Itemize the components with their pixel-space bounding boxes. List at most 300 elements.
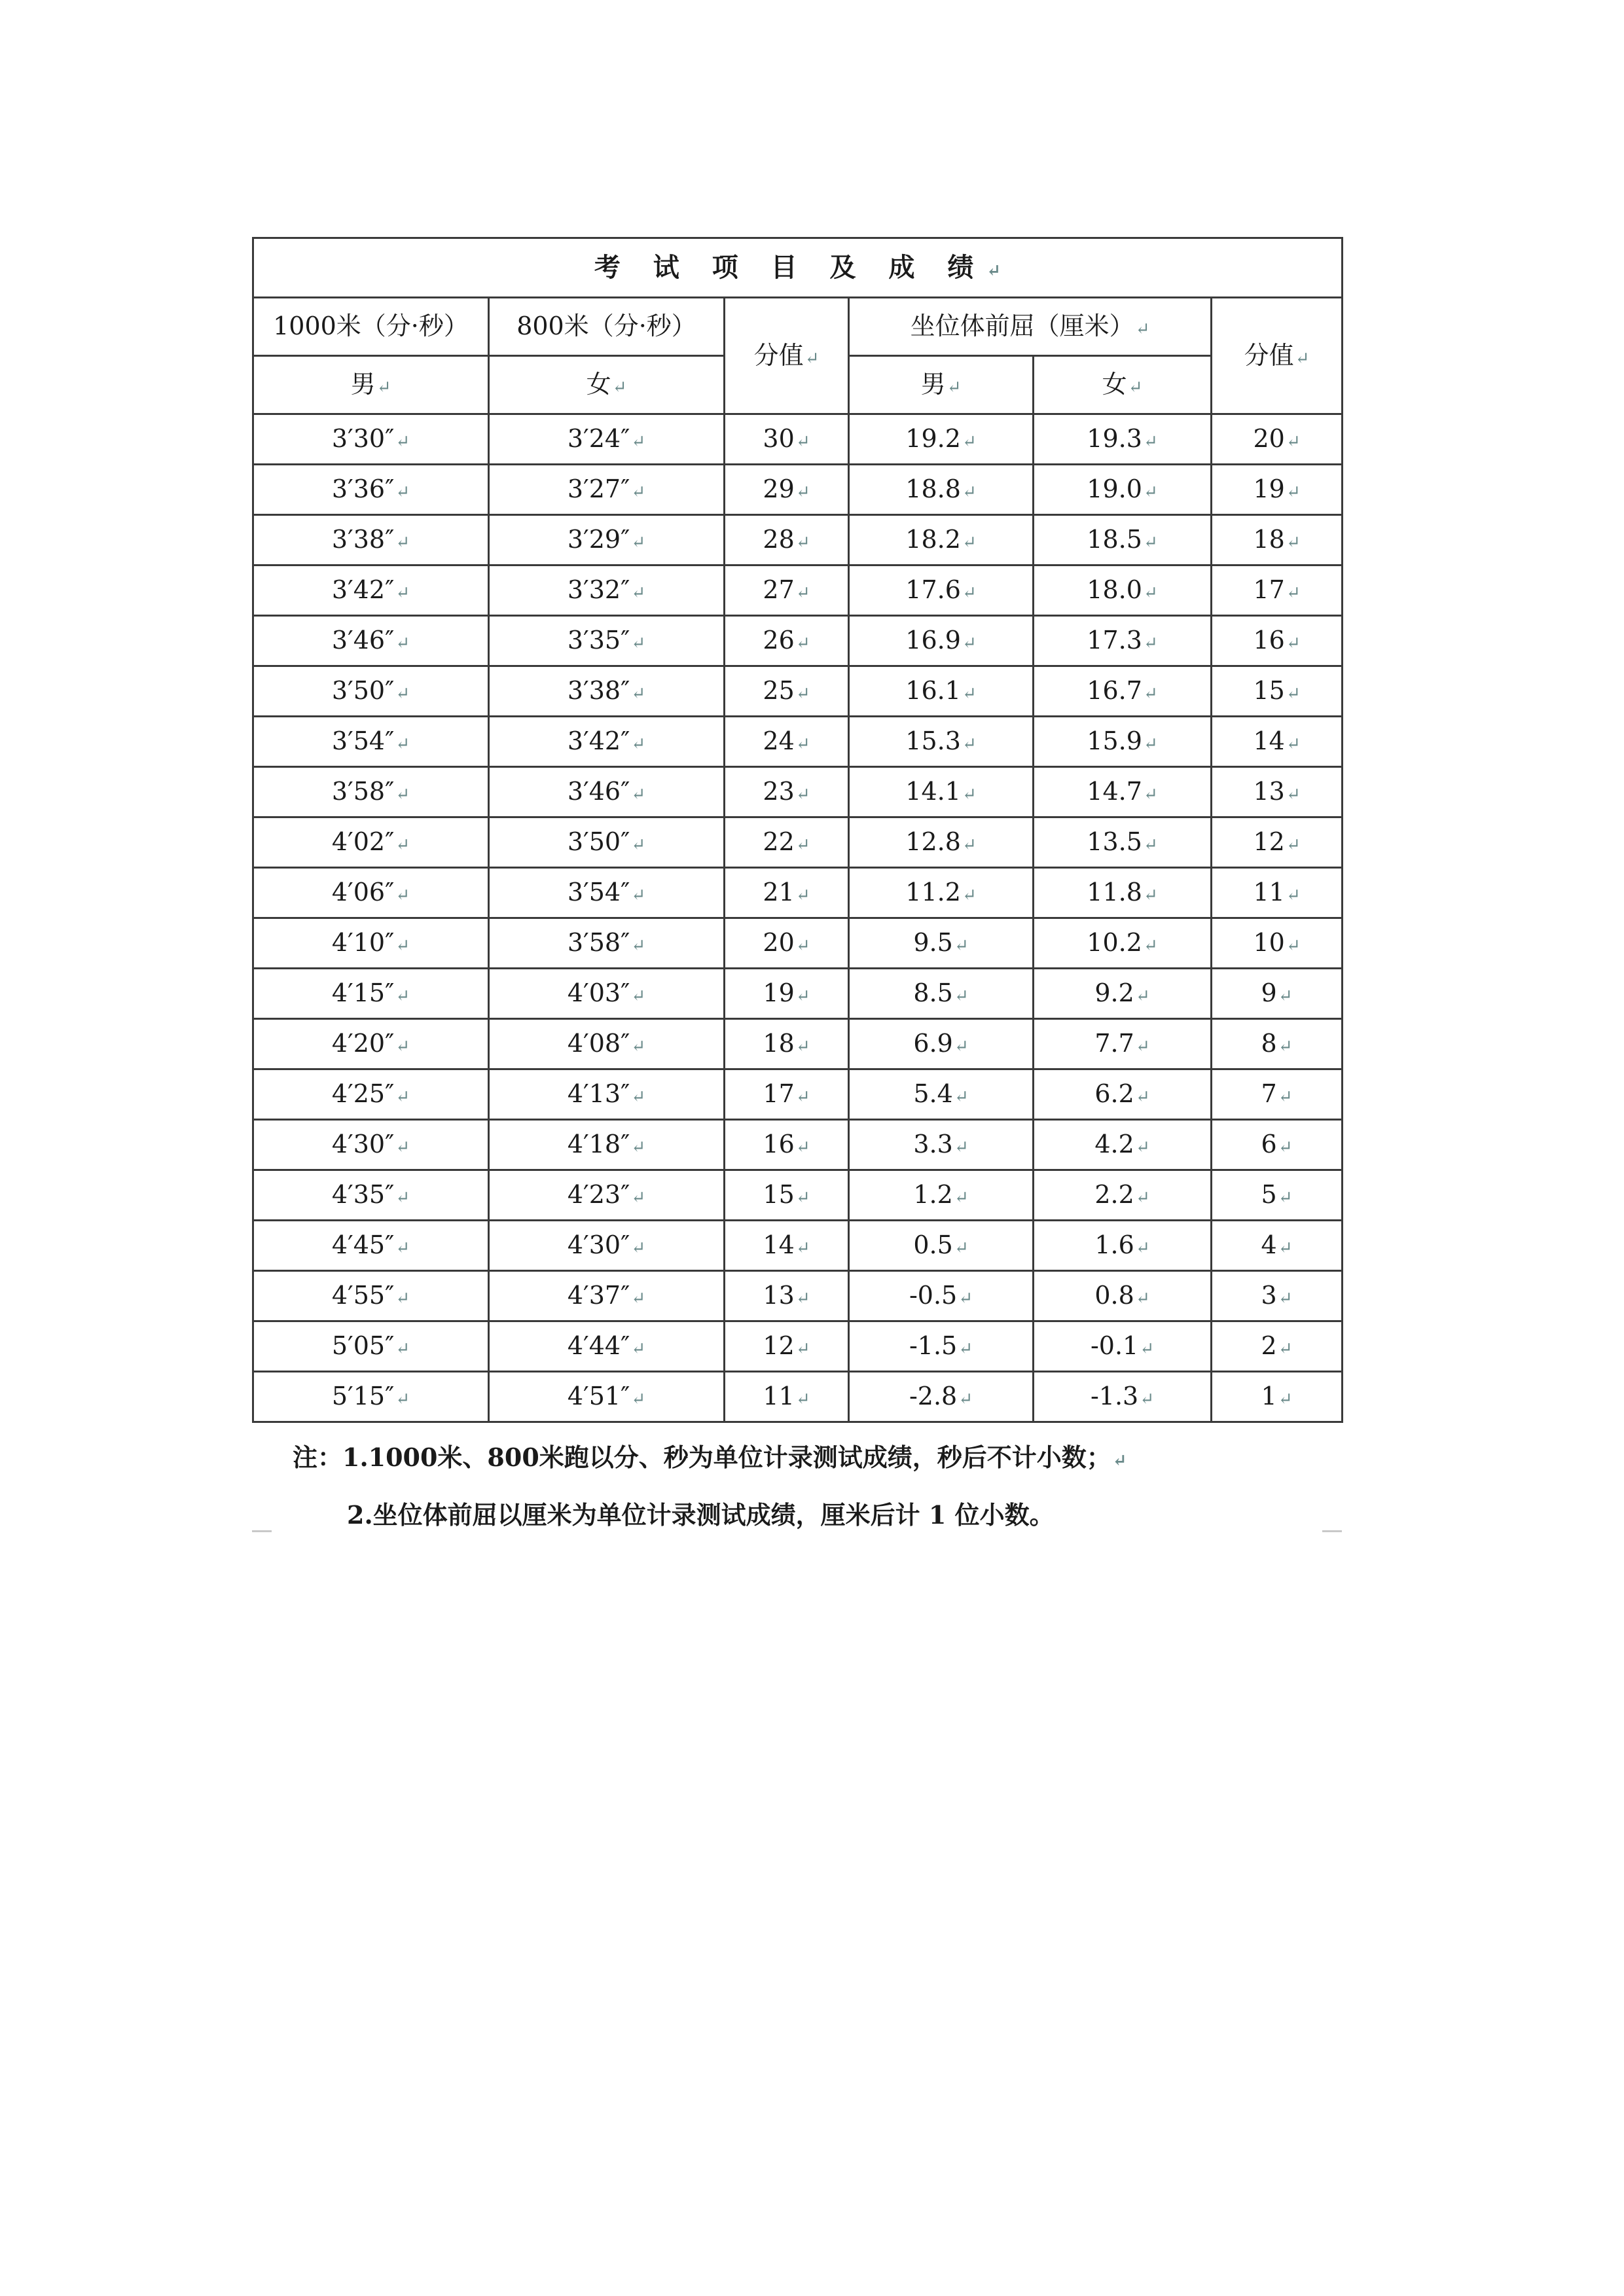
cell-1000m-male (253, 1120, 489, 1170)
cell-sit-reach-female-value: 10.2 (1087, 928, 1142, 958)
cell-score-a (725, 767, 849, 817)
paragraph-mark-icon: ↵ (631, 482, 646, 503)
cell-sit-reach-female-value: 6.2 (1094, 1079, 1134, 1109)
paragraph-mark-icon: ↵ (1135, 1188, 1150, 1208)
cell-score-a-value: 11 (763, 1382, 795, 1411)
table-row (253, 868, 1343, 918)
cell-score-a-value: 26 (763, 626, 795, 655)
cell-score-a-value: 17 (763, 1079, 795, 1109)
cell-1000m-male-value: 4′55″ (331, 1281, 395, 1310)
cell-sit-reach-female-value: -1.3 (1090, 1382, 1139, 1411)
cell-score-b-value: 13 (1253, 777, 1285, 806)
paragraph-mark-icon: ↵ (804, 348, 820, 368)
cell-1000m-male-value: 3′54″ (331, 726, 395, 756)
cell-score-b-value: 11 (1253, 878, 1285, 907)
cell-800m-female (489, 465, 725, 515)
cell-800m-female-value: 4′08″ (567, 1029, 630, 1058)
paragraph-mark-icon: ↵ (795, 1238, 810, 1259)
paragraph-mark-icon: ↵ (1112, 1451, 1127, 1471)
cell-sit-reach-female (1034, 1321, 1212, 1372)
cell-sit-reach-male (849, 1120, 1034, 1170)
cell-score-b-value: 20 (1253, 424, 1285, 454)
cell-score-a-value: 13 (763, 1281, 795, 1310)
table-row (253, 1120, 1343, 1170)
paragraph-mark-icon: ↵ (1286, 734, 1301, 755)
header-male-sit-reach: 男↵ (849, 356, 1034, 414)
paragraph-mark-icon: ↵ (395, 936, 410, 956)
cell-sit-reach-female (1034, 1271, 1212, 1321)
table-title-cell (253, 238, 1343, 298)
paragraph-mark-icon: ↵ (395, 986, 410, 1007)
cell-sit-reach-male (849, 666, 1034, 717)
cell-score-a (725, 1221, 849, 1271)
cell-sit-reach-female-value: 2.2 (1094, 1180, 1134, 1210)
cell-sit-reach-male (849, 1221, 1034, 1271)
cell-sit-reach-male-value: -1.5 (909, 1331, 958, 1361)
paragraph-mark-icon: ↵ (1286, 432, 1301, 452)
cell-1000m-male-value: 3′42″ (331, 575, 395, 605)
cell-sit-reach-female (1034, 817, 1212, 868)
cell-score-b (1212, 515, 1343, 565)
cell-800m-female (489, 565, 725, 616)
paragraph-mark-icon: ↵ (1143, 886, 1158, 906)
cell-sit-reach-male-value: 8.5 (913, 978, 953, 1008)
note-2: 2.坐位体前屈以厘米为单位计录测试成绩，厘米后计 1 位小数。 (347, 1500, 1055, 1530)
cell-score-a-value: 18 (763, 1029, 795, 1058)
cell-score-b-value: 12 (1253, 827, 1285, 857)
cell-score-a (725, 1019, 849, 1069)
paragraph-mark-icon: ↵ (1143, 936, 1158, 956)
cell-sit-reach-female (1034, 1170, 1212, 1221)
cell-score-b-value: 4 (1261, 1230, 1277, 1260)
cell-800m-female-value: 3′32″ (567, 575, 630, 605)
cell-sit-reach-male-value: 9.5 (913, 928, 953, 958)
cell-800m-female-value: 3′46″ (567, 777, 630, 806)
paragraph-mark-icon: ↵ (795, 886, 810, 906)
cell-score-b-value: 9 (1261, 978, 1277, 1008)
cell-score-a (725, 515, 849, 565)
cell-800m-female (489, 1170, 725, 1221)
header-female-sit-reach: 女↵ (1034, 356, 1212, 414)
cell-sit-reach-male (849, 565, 1034, 616)
cell-sit-reach-female-value: 19.0 (1087, 475, 1142, 504)
paragraph-mark-icon: ↵ (1143, 785, 1158, 805)
cell-sit-reach-male-value: 12.8 (905, 827, 961, 857)
cell-sit-reach-female (1034, 414, 1212, 465)
cell-score-b-value: 7 (1261, 1079, 1277, 1109)
table-title: 考 试 项 目 及 成 绩 (594, 252, 986, 283)
cell-sit-reach-female (1034, 465, 1212, 515)
cell-1000m-male-value: 4′15″ (331, 978, 395, 1008)
paragraph-mark-icon: ↵ (395, 785, 410, 805)
paragraph-mark-icon: ↵ (1286, 886, 1301, 906)
cell-score-a-value: 27 (763, 575, 795, 605)
paragraph-mark-icon: ↵ (795, 533, 810, 553)
cell-800m-female-value: 3′58″ (567, 928, 630, 958)
cell-1000m-male (253, 414, 489, 465)
paragraph-mark-icon: ↵ (395, 835, 410, 855)
cell-sit-reach-male (849, 1372, 1034, 1422)
paragraph-mark-icon: ↵ (395, 583, 410, 603)
table-row (253, 1321, 1343, 1372)
cell-score-b (1212, 616, 1343, 666)
cell-score-b (1212, 767, 1343, 817)
paragraph-mark-icon: ↵ (962, 886, 977, 906)
cell-sit-reach-male (849, 767, 1034, 817)
cell-1000m-male-value: 4′35″ (331, 1180, 395, 1210)
paragraph-mark-icon: ↵ (1286, 684, 1301, 704)
cell-score-b (1212, 1120, 1343, 1170)
cell-800m-female-value: 3′42″ (567, 726, 630, 756)
cell-score-b (1212, 1271, 1343, 1321)
paragraph-mark-icon: ↵ (395, 734, 410, 755)
cell-score-b-value: 6 (1261, 1130, 1277, 1159)
cell-sit-reach-male (849, 969, 1034, 1019)
cell-score-a-value: 23 (763, 777, 795, 806)
cell-sit-reach-male (849, 515, 1034, 565)
cell-score-a-value: 28 (763, 525, 795, 554)
cell-sit-reach-male-value: 19.2 (905, 424, 961, 454)
cell-1000m-male (253, 817, 489, 868)
cell-score-b (1212, 817, 1343, 868)
cell-score-a-value: 19 (763, 978, 795, 1008)
paragraph-mark-icon: ↵ (1278, 1188, 1293, 1208)
paragraph-mark-icon: ↵ (1140, 1390, 1155, 1410)
paragraph-mark-icon: ↵ (986, 261, 1001, 281)
paragraph-mark-icon: ↵ (962, 432, 977, 452)
paragraph-mark-icon: ↵ (1143, 835, 1158, 855)
cell-score-a (725, 1321, 849, 1372)
paragraph-mark-icon: ↵ (1143, 432, 1158, 452)
cell-score-a (725, 868, 849, 918)
cell-1000m-male (253, 1069, 489, 1120)
table-row (253, 1221, 1343, 1271)
cell-sit-reach-male (849, 717, 1034, 767)
paragraph-mark-icon: ↵ (395, 1087, 410, 1107)
cell-1000m-male-value: 3′30″ (331, 424, 395, 454)
cell-1000m-male-value: 4′25″ (331, 1079, 395, 1109)
cell-sit-reach-female (1034, 1221, 1212, 1271)
cell-sit-reach-male-value: 18.2 (905, 525, 961, 554)
cell-1000m-male (253, 1170, 489, 1221)
cell-800m-female-value: 3′38″ (567, 676, 630, 706)
paragraph-mark-icon: ↵ (631, 986, 646, 1007)
paragraph-mark-icon: ↵ (795, 1138, 810, 1158)
paragraph-mark-icon: ↵ (1286, 785, 1301, 805)
cell-800m-female-value: 3′24″ (567, 424, 630, 454)
paragraph-mark-icon: ↵ (962, 835, 977, 855)
header-score-a: 分值↵ (725, 298, 849, 414)
table-row (253, 414, 1343, 465)
cell-sit-reach-female (1034, 717, 1212, 767)
cell-1000m-male-value: 4′30″ (331, 1130, 395, 1159)
paragraph-mark-icon: ↵ (1286, 634, 1301, 654)
cell-1000m-male-value: 3′58″ (331, 777, 395, 806)
cell-score-a (725, 414, 849, 465)
paragraph-mark-icon: ↵ (631, 886, 646, 906)
cell-score-b-value: 17 (1253, 575, 1285, 605)
paragraph-mark-icon: ↵ (1278, 1238, 1293, 1259)
cell-sit-reach-female (1034, 1372, 1212, 1422)
cell-sit-reach-female-value: 11.8 (1087, 878, 1142, 907)
cell-sit-reach-male (849, 1170, 1034, 1221)
cell-sit-reach-male (849, 918, 1034, 969)
paragraph-mark-icon: ↵ (395, 482, 410, 503)
cell-sit-reach-female-value: 1.6 (1094, 1230, 1134, 1260)
cell-800m-female (489, 1271, 725, 1321)
cell-1000m-male (253, 717, 489, 767)
cell-1000m-male-value: 4′10″ (331, 928, 395, 958)
cell-1000m-male-value: 3′36″ (331, 475, 395, 504)
cell-sit-reach-male-value: 5.4 (913, 1079, 953, 1109)
paragraph-mark-icon: ↵ (631, 936, 646, 956)
cell-sit-reach-male (849, 1321, 1034, 1372)
cell-1000m-male (253, 1019, 489, 1069)
score-table (252, 237, 1343, 1423)
paragraph-mark-icon: ↵ (395, 533, 410, 553)
paragraph-mark-icon: ↵ (1278, 986, 1293, 1007)
paragraph-mark-icon: ↵ (795, 1037, 810, 1057)
cell-score-b (1212, 1372, 1343, 1422)
paragraph-mark-icon: ↵ (1143, 684, 1158, 704)
paragraph-mark-icon: ↵ (1143, 583, 1158, 603)
cell-score-b (1212, 918, 1343, 969)
paragraph-mark-icon: ↵ (795, 1188, 810, 1208)
cell-score-a (725, 565, 849, 616)
table-title-row (253, 238, 1343, 298)
cell-sit-reach-male-value: 17.6 (905, 575, 961, 605)
table-row (253, 1019, 1343, 1069)
paragraph-mark-icon: ↵ (395, 684, 410, 704)
table-row (253, 1170, 1343, 1221)
cell-800m-female (489, 1019, 725, 1069)
table-row (253, 666, 1343, 717)
paragraph-mark-icon: ↵ (1135, 1037, 1150, 1057)
paragraph-mark-icon: ↵ (795, 482, 810, 503)
cell-score-a-value: 30 (763, 424, 795, 454)
paragraph-mark-icon: ↵ (1295, 348, 1310, 368)
cell-sit-reach-female (1034, 515, 1212, 565)
paragraph-mark-icon: ↵ (1278, 1037, 1293, 1057)
paragraph-mark-icon: ↵ (958, 1339, 973, 1359)
paragraph-mark-icon: ↵ (1135, 986, 1150, 1007)
cell-score-a (725, 1372, 849, 1422)
cell-1000m-male-value: 3′50″ (331, 676, 395, 706)
paragraph-mark-icon: ↵ (395, 432, 410, 452)
table-row (253, 817, 1343, 868)
paragraph-mark-icon: ↵ (1286, 936, 1301, 956)
cell-score-a (725, 666, 849, 717)
paragraph-mark-icon: ↵ (376, 378, 391, 398)
cell-sit-reach-male-value: 16.1 (905, 676, 961, 706)
table-row (253, 1069, 1343, 1120)
paragraph-mark-icon: ↵ (395, 1339, 410, 1359)
cell-score-b (1212, 969, 1343, 1019)
cell-score-a-value: 24 (763, 726, 795, 756)
cell-sit-reach-female (1034, 1019, 1212, 1069)
cell-score-a (725, 1170, 849, 1221)
cell-1000m-male (253, 1372, 489, 1422)
cell-800m-female (489, 1221, 725, 1271)
cell-score-b-value: 14 (1253, 726, 1285, 756)
cell-score-b (1212, 717, 1343, 767)
paragraph-mark-icon: ↵ (962, 634, 977, 654)
paragraph-mark-icon: ↵ (631, 533, 646, 553)
cell-800m-female (489, 666, 725, 717)
cell-800m-female (489, 1372, 725, 1422)
header-800m: 800米（分·秒） (489, 298, 725, 356)
cell-sit-reach-male (849, 817, 1034, 868)
table-row (253, 1372, 1343, 1422)
paragraph-mark-icon: ↵ (795, 1339, 810, 1359)
cell-sit-reach-male-value: 3.3 (913, 1130, 953, 1159)
paragraph-mark-icon: ↵ (631, 835, 646, 855)
cell-sit-reach-female-value: 17.3 (1087, 626, 1142, 655)
paragraph-mark-icon: ↵ (962, 785, 977, 805)
paragraph-mark-icon: ↵ (795, 986, 810, 1007)
cell-1000m-male-value: 5′15″ (331, 1382, 395, 1411)
cell-1000m-male (253, 868, 489, 918)
cell-sit-reach-male (849, 1069, 1034, 1120)
header-female-800m: 女↵ (489, 356, 725, 414)
paragraph-mark-icon: ↵ (1286, 533, 1301, 553)
cell-sit-reach-male-value: 18.8 (905, 475, 961, 504)
cell-800m-female (489, 1120, 725, 1170)
paragraph-mark-icon: ↵ (795, 583, 810, 603)
cell-sit-reach-male (849, 1271, 1034, 1321)
cell-800m-female (489, 717, 725, 767)
cell-score-b (1212, 1170, 1343, 1221)
cell-sit-reach-female-value: 18.0 (1087, 575, 1142, 605)
table-header-row-1 (253, 298, 1343, 356)
cell-sit-reach-female (1034, 918, 1212, 969)
paragraph-mark-icon: ↵ (631, 583, 646, 603)
cell-score-b (1212, 1019, 1343, 1069)
paragraph-mark-icon: ↵ (1286, 482, 1301, 503)
cell-sit-reach-female-value: 18.5 (1087, 525, 1142, 554)
cell-score-b (1212, 1221, 1343, 1271)
paragraph-mark-icon: ↵ (395, 1390, 410, 1410)
cell-score-b-value: 5 (1261, 1180, 1277, 1210)
paragraph-mark-icon: ↵ (395, 634, 410, 654)
cell-1000m-male (253, 565, 489, 616)
paragraph-mark-icon: ↵ (395, 1238, 410, 1259)
paragraph-mark-icon: ↵ (395, 1289, 410, 1309)
cell-sit-reach-female-value: 0.8 (1094, 1281, 1134, 1310)
header-sit-reach: 坐位体前屈（厘米）↵ (849, 298, 1212, 356)
cell-sit-reach-female (1034, 767, 1212, 817)
paragraph-mark-icon: ↵ (631, 1339, 646, 1359)
paragraph-mark-icon: ↵ (631, 1289, 646, 1309)
paragraph-mark-icon: ↵ (962, 583, 977, 603)
paragraph-mark-icon: ↵ (395, 886, 410, 906)
cell-800m-female-value: 3′27″ (567, 475, 630, 504)
paragraph-mark-icon: ↵ (631, 785, 646, 805)
cell-800m-female (489, 1069, 725, 1120)
cell-800m-female (489, 969, 725, 1019)
cell-sit-reach-male-value: 16.9 (905, 626, 961, 655)
paragraph-mark-icon: ↵ (631, 1390, 646, 1410)
cell-1000m-male-value: 4′45″ (331, 1230, 395, 1260)
header-1000m: 1000米（分·秒） (253, 298, 489, 356)
paragraph-mark-icon: ↵ (631, 432, 646, 452)
cell-sit-reach-female (1034, 969, 1212, 1019)
cell-sit-reach-female-value: 13.5 (1087, 827, 1142, 857)
cell-800m-female-value: 4′44″ (567, 1331, 630, 1361)
cell-sit-reach-female-value: 7.7 (1094, 1029, 1134, 1058)
cell-1000m-male-value: 5′05″ (331, 1331, 395, 1361)
header-male-1000m: 男↵ (253, 356, 489, 414)
cell-800m-female-value: 4′03″ (567, 978, 630, 1008)
cell-1000m-male (253, 969, 489, 1019)
cell-score-b-value: 3 (1261, 1281, 1277, 1310)
cell-1000m-male-value: 4′02″ (331, 827, 395, 857)
cell-score-a-value: 22 (763, 827, 795, 857)
cell-score-b (1212, 1321, 1343, 1372)
paragraph-mark-icon: ↵ (612, 378, 627, 398)
paragraph-mark-icon: ↵ (954, 1138, 969, 1158)
cell-score-a (725, 1271, 849, 1321)
cell-800m-female-value: 4′23″ (567, 1180, 630, 1210)
cell-score-a-value: 16 (763, 1130, 795, 1159)
table-row (253, 969, 1343, 1019)
paragraph-mark-icon: ↵ (1135, 1138, 1150, 1158)
table-row (253, 465, 1343, 515)
paragraph-mark-icon: ↵ (954, 1238, 969, 1259)
paragraph-mark-icon: ↵ (631, 1087, 646, 1107)
cell-score-b-value: 18 (1253, 525, 1285, 554)
cell-score-b-value: 16 (1253, 626, 1285, 655)
cell-1000m-male-value: 3′46″ (331, 626, 395, 655)
paragraph-mark-icon: ↵ (1140, 1339, 1155, 1359)
paragraph-mark-icon: ↵ (954, 1188, 969, 1208)
cell-800m-female (489, 868, 725, 918)
cell-score-a (725, 969, 849, 1019)
cell-1000m-male (253, 465, 489, 515)
cell-sit-reach-female-value: 4.2 (1094, 1130, 1134, 1159)
cell-800m-female (489, 515, 725, 565)
cell-score-b-value: 19 (1253, 475, 1285, 504)
cell-1000m-male (253, 767, 489, 817)
cell-score-a-value: 20 (763, 928, 795, 958)
cell-800m-female-value: 4′13″ (567, 1079, 630, 1109)
paragraph-mark-icon: ↵ (962, 533, 977, 553)
cell-sit-reach-male-value: 11.2 (905, 878, 961, 907)
paragraph-mark-icon: ↵ (631, 1138, 646, 1158)
paragraph-mark-icon: ↵ (631, 1188, 646, 1208)
table-row (253, 515, 1343, 565)
cell-sit-reach-female (1034, 666, 1212, 717)
cell-800m-female-value: 3′29″ (567, 525, 630, 554)
cell-score-a (725, 465, 849, 515)
cell-sit-reach-male-value: -0.5 (909, 1281, 958, 1310)
cell-score-b-value: 8 (1261, 1029, 1277, 1058)
cell-800m-female (489, 1321, 725, 1372)
cell-1000m-male-value: 4′20″ (331, 1029, 395, 1058)
paragraph-mark-icon: ↵ (1128, 378, 1143, 398)
cell-score-a-value: 14 (763, 1230, 795, 1260)
table-row (253, 565, 1343, 616)
cell-sit-reach-female (1034, 616, 1212, 666)
table-row (253, 1271, 1343, 1321)
paragraph-mark-icon: ↵ (631, 634, 646, 654)
cell-sit-reach-male-value: 15.3 (905, 726, 961, 756)
cell-1000m-male (253, 1221, 489, 1271)
cell-score-b-value: 2 (1261, 1331, 1277, 1361)
paragraph-mark-icon: ↵ (795, 634, 810, 654)
paragraph-mark-icon: ↵ (1135, 1087, 1150, 1107)
paragraph-mark-icon: ↵ (958, 1390, 973, 1410)
